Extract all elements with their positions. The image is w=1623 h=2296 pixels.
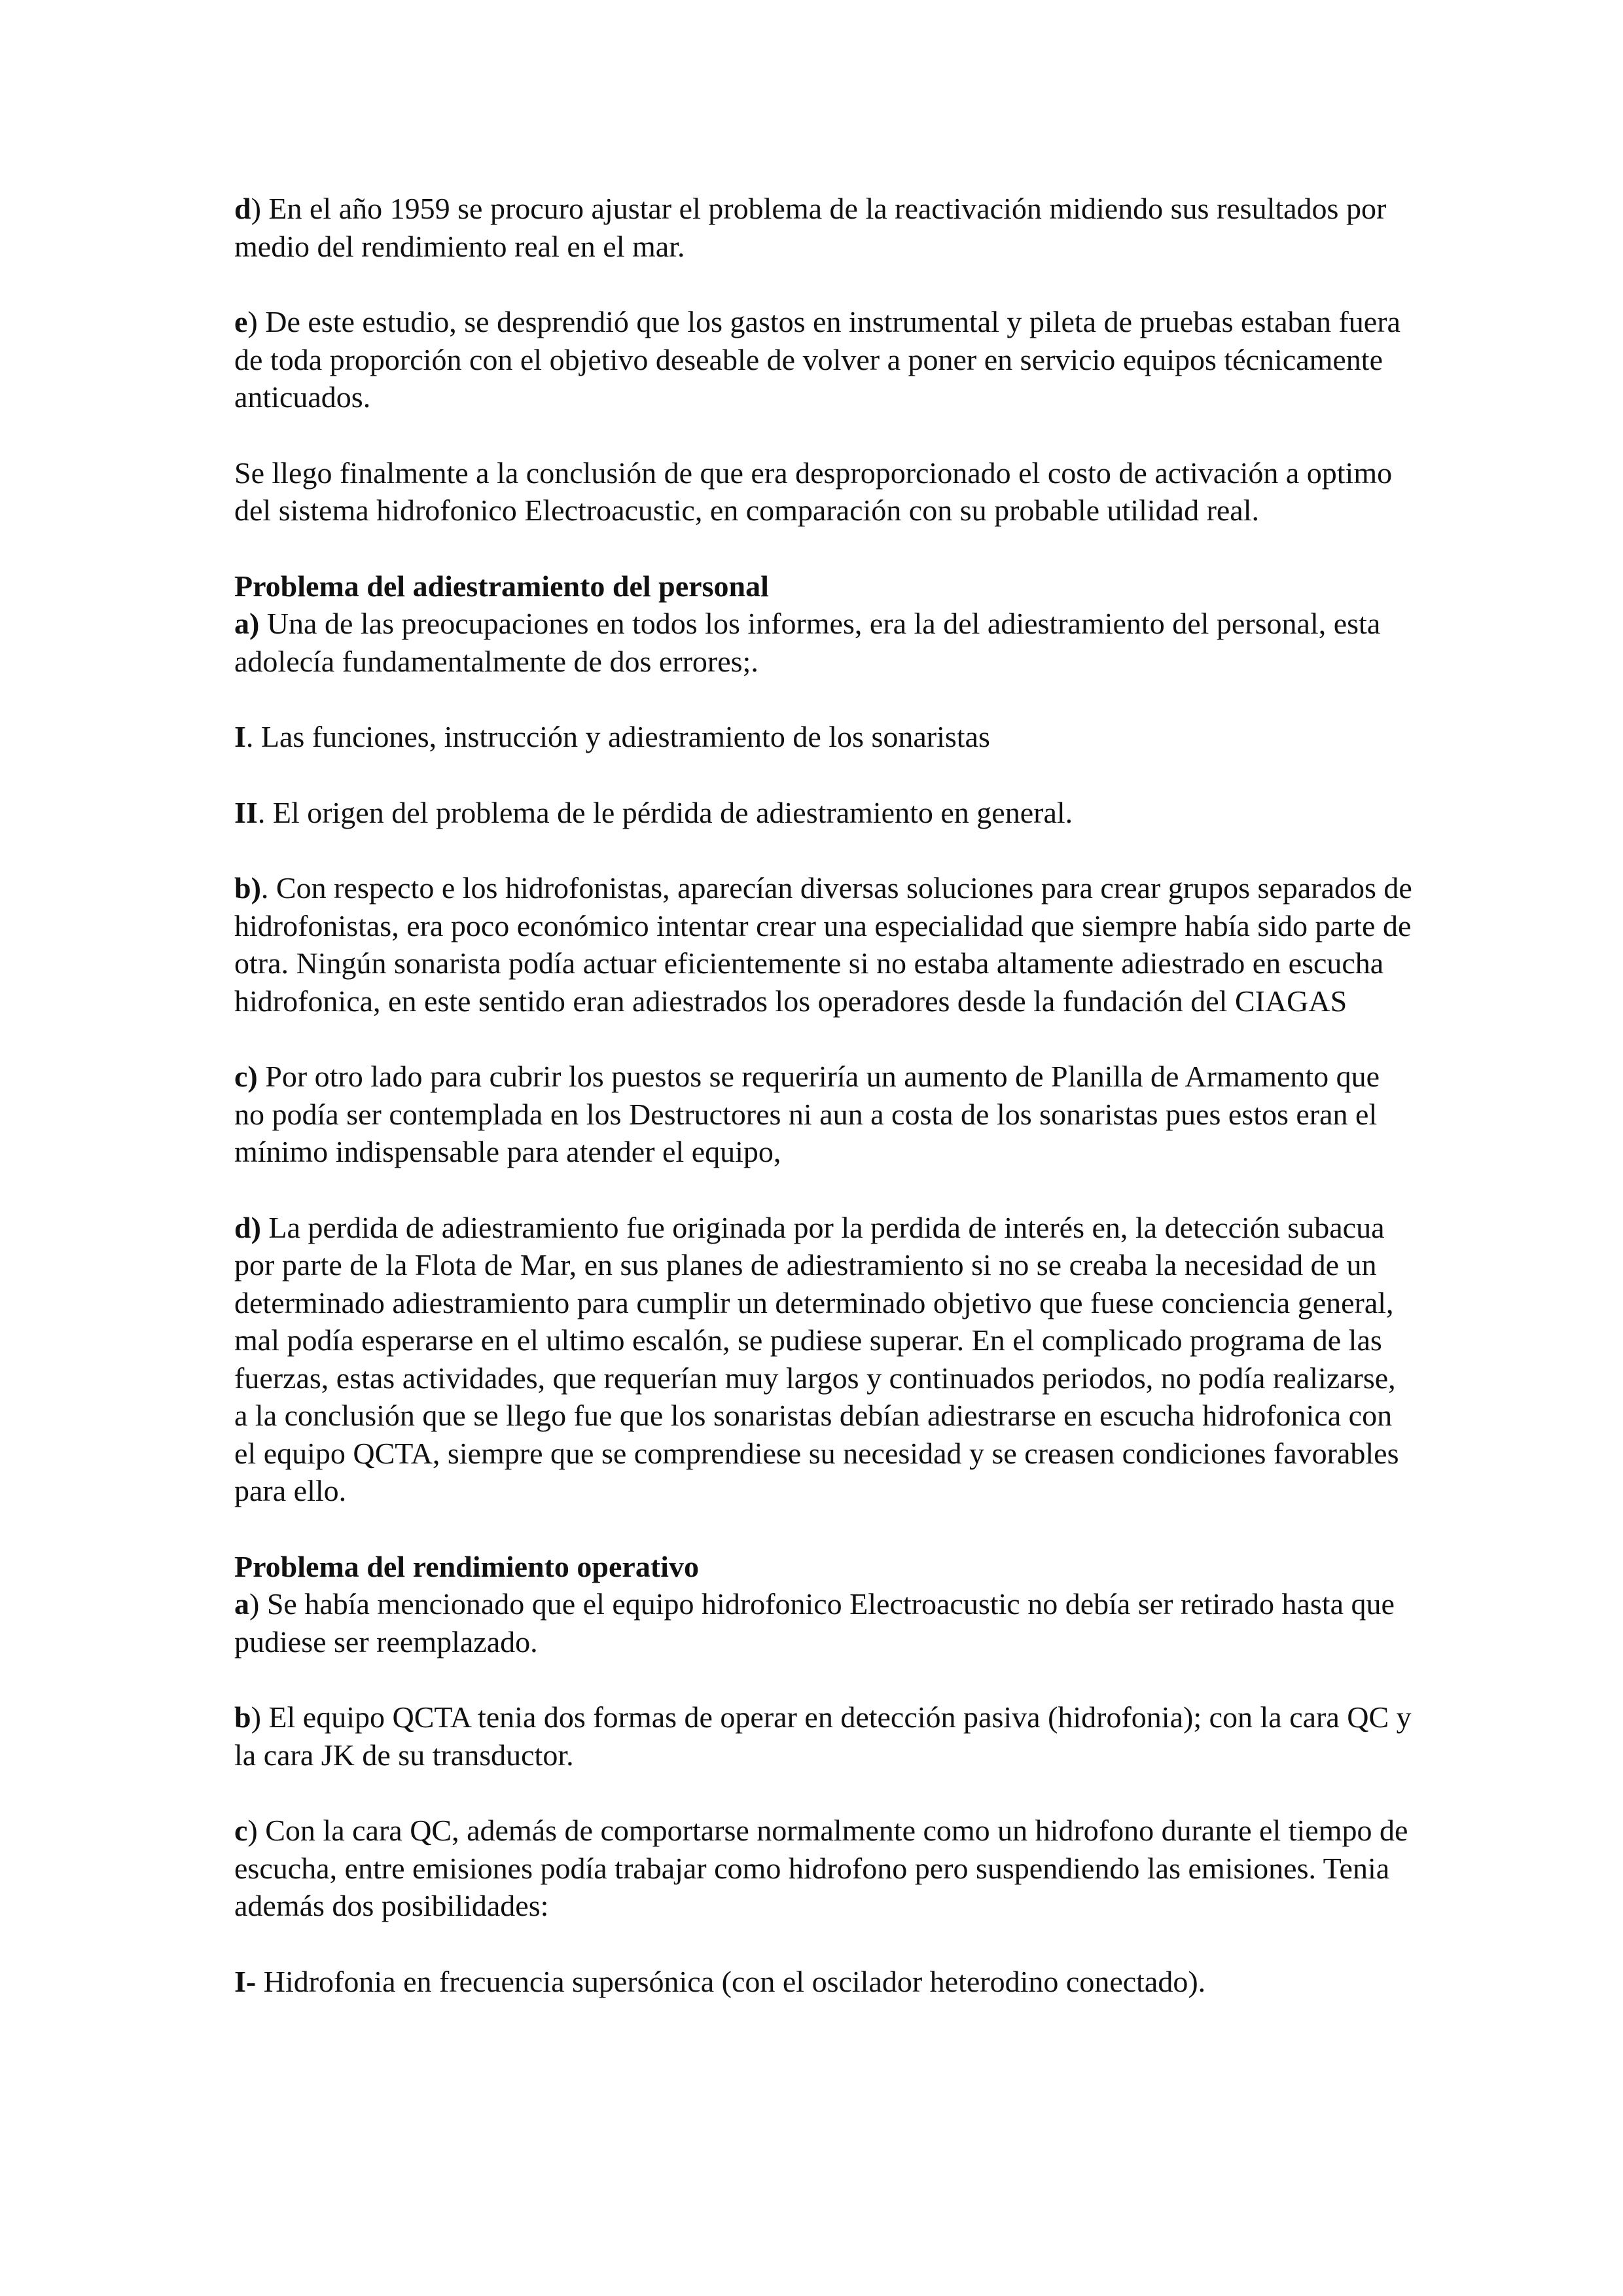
item-label: e xyxy=(234,305,248,338)
paragraph-conclusion xyxy=(234,454,1412,529)
paragraph-b-qcta xyxy=(234,1698,1412,1774)
paragraph-text: Se llego finalmente a la conclusión de que era desproporcionado el costo de activación a optimo del sistema hidrofonico Electroacustic, en comparación con su probable utilidad real. xyxy=(234,456,1393,527)
paragraph-i-functions xyxy=(234,718,1412,756)
paragraph-d-training-loss xyxy=(234,1209,1412,1510)
paragraph-e-study xyxy=(234,303,1412,416)
paragraph-text: ) Se había mencionado que el equipo hidrofonico Electroacustic no debía ser retirado hasta que pudiese ser reemplazado. xyxy=(234,1587,1395,1659)
paragraph-d-reactivation xyxy=(234,190,1412,265)
item-label: I xyxy=(234,720,246,753)
item-label: a xyxy=(234,1587,249,1621)
paragraph-c-posts xyxy=(234,1058,1412,1171)
item-label: I- xyxy=(234,1964,257,1998)
paragraph-text: Hidrofonia en frecuencia supersónica (con el oscilador heterodino conectado). xyxy=(256,1964,1206,1998)
paragraph-text: ) De este estudio, se desprendió que los gastos en instrumental y pileta de pruebas estaban fuera de toda proporción con el objetivo deseable de volver a poner en servicio equipos técnicamente anticuados. xyxy=(234,305,1400,414)
item-label: c xyxy=(234,1814,248,1847)
paragraph-text: ) En el año 1959 se procuro ajustar el problema de la reactivación midiendo sus resultados por medio del rendimiento real en el mar. xyxy=(234,192,1387,263)
section-heading-performance: Problema del rendimiento operativo xyxy=(234,1549,699,1583)
paragraph-c-qc-face xyxy=(234,1812,1412,1925)
paragraph-text: La perdida de adiestramiento fue originada por la perdida de interés en, la detección subacua por parte de la Flota de Mar, en sus planes de adiestramiento si no se creaba la necesidad de un determinado adiestramiento para cumplir un determinado objetivo que fuese conciencia general, mal podía esperarse en el ultimo escalón, se pudiese superar. En el complicado programa de las fuerzas, estas actividades, que requerían muy largos y continuados periodos, no podía realizarse, a la conclusión que se llego fue que los sonaristas debían adiestrarse en escucha hidrofonica con el equipo QCTA, siempre que se comprendiese su necesidad y se creasen condiciones favorables para ello. xyxy=(234,1210,1399,1507)
paragraph-b-hydrophonists xyxy=(234,869,1412,1020)
paragraph-a-training xyxy=(234,605,1412,680)
item-label: II xyxy=(234,795,258,829)
paragraph-text: ) Con la cara QC, además de comportarse normalmente como un hidrofono durante el tiempo de escucha, entre emisiones podía trabajar como hidrofono pero suspendiendo las emisiones. Tenia además dos posibilidades: xyxy=(234,1814,1408,1922)
paragraph-a-equipment xyxy=(234,1585,1412,1660)
paragraph-i-supersonic xyxy=(234,1963,1412,2001)
item-label: b) xyxy=(234,871,261,905)
paragraph-text: Una de las preocupaciones en todos los informes, era la del adiestramiento del personal, esta adolecía fundamentalmente de dos errores;. xyxy=(234,607,1381,678)
section-heading-training: Problema del adiestramiento del personal xyxy=(234,569,769,603)
paragraph-ii-origin xyxy=(234,794,1412,832)
document-body xyxy=(234,190,1412,2000)
paragraph-text: . El origen del problema de le pérdida de adiestramiento en general. xyxy=(257,795,1073,829)
paragraph-text: . Con respecto e los hidrofonistas, aparecían diversas soluciones para crear grupos separados de hidrofonistas, era poco económico intentar crear una especialidad que siempre había sido parte de otra. Ningún sonarista podía actuar eficientemente si no estaba altamente adiestrado en escucha hidrofonica, en este sentido eran adiestrados los operadores desde la fundación del CIAGAS xyxy=(234,871,1412,1018)
item-label: c) xyxy=(234,1060,258,1093)
paragraph-text: ) El equipo QCTA tenia dos formas de operar en detección pasiva (hidrofonia); con la cara QC y la cara JK de su transductor. xyxy=(234,1700,1412,1772)
item-label: d xyxy=(234,192,251,225)
paragraph-text: . Las funciones, instrucción y adiestramiento de los sonaristas xyxy=(245,720,990,753)
item-label: a) xyxy=(234,607,260,640)
item-label: d) xyxy=(234,1210,261,1244)
item-label: b xyxy=(234,1700,251,1734)
paragraph-text: Por otro lado para cubrir los puestos se requeriría un aumento de Planilla de Armamento que no podía ser contemplada en los Destructores ni aun a costa de los sonaristas pues estos eran el mínimo indispensable para atender el equipo, xyxy=(234,1060,1380,1168)
